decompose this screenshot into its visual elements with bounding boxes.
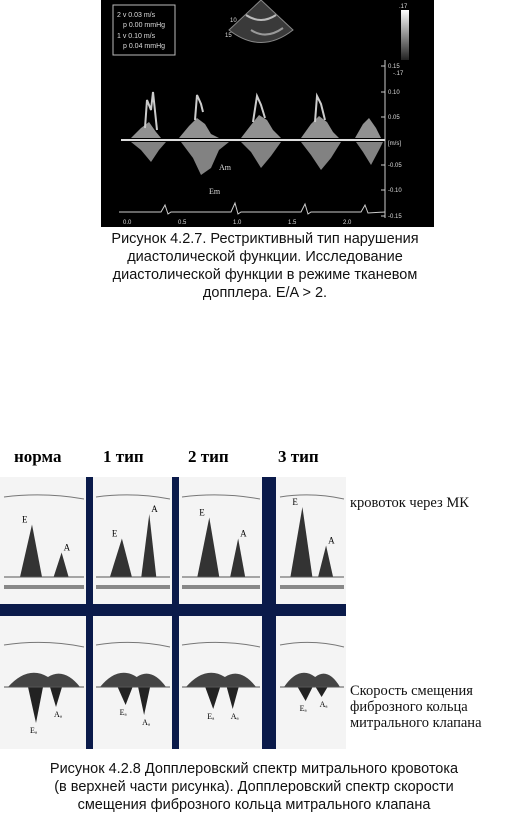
settings-row-3: 1 v 0.10 m/s <box>117 33 156 40</box>
scale-bottom-label: -.17 <box>393 71 404 77</box>
velocity-tick-label: 0.10 <box>388 90 400 96</box>
figure-4-2-8-caption <box>20 760 488 814</box>
wave-am-label: Am <box>219 163 231 172</box>
annulus-label-line: Скорость смещения <box>350 683 473 699</box>
aa-wave-label: Aₐ <box>319 700 328 709</box>
doppler-comparison-grid <box>0 477 346 749</box>
annulus-velocity-label <box>350 683 482 731</box>
velocity-tick-label: -0.15 <box>388 214 402 220</box>
settings-row-2: p 0.00 mmHg <box>123 22 166 29</box>
caption-line: смещения фиброзного кольца митрального клапана <box>77 797 431 813</box>
a-wave-label: A <box>328 535 335 546</box>
ecg-trace <box>119 203 385 214</box>
a-wave-label: A <box>63 542 71 553</box>
tissue-doppler-image <box>101 0 434 227</box>
e-wave-label: E <box>111 528 118 539</box>
figure-4-2-7-caption <box>60 230 470 302</box>
aa-wave-label: Aₐ <box>54 710 62 719</box>
depth-label-10: 10 <box>230 18 237 24</box>
caption-line: диастолической функции в режиме тканевом <box>112 267 418 283</box>
mitral-flow-label: кровоток через МК <box>350 495 469 511</box>
settings-row-1: 2 v 0.03 m/s <box>117 12 156 19</box>
caption-line: Рисунок 4.2.7. Рестриктивный тип нарушения <box>111 231 419 247</box>
time-tick-label: 2.0 <box>343 220 352 226</box>
caption-line: (в верхней части рисунка). Допплеровский спектр скорости <box>54 779 454 795</box>
ea-wave-label: Eₐ <box>30 726 38 735</box>
ea-wave-label: Eₐ <box>119 708 127 717</box>
time-tick-label: 1.5 <box>288 220 297 226</box>
velocity-tick-label: 0.05 <box>388 115 400 121</box>
time-ticks <box>123 220 352 226</box>
ea-wave-label: Eₐ <box>299 704 307 713</box>
a-wave-label: A <box>151 504 158 514</box>
depth-label-15: 15 <box>225 33 232 39</box>
column-header-type-3: 3 тип <box>278 447 319 466</box>
e-wave-label: E <box>292 497 298 507</box>
velocity-tick-label: 0.15 <box>388 64 400 70</box>
velocity-tick-label: -0.05 <box>388 163 402 169</box>
scale-top-label: .17 <box>399 4 408 10</box>
e-wave-label: E <box>199 507 205 518</box>
gray-scale-bar <box>401 10 409 60</box>
annulus-label-line: фиброзного кольца <box>350 699 468 715</box>
systolic-spectrum <box>131 115 381 138</box>
caption-line: диастолической функции. Исследование <box>127 249 403 265</box>
caption-line: допплера. E/A > 2. <box>202 285 328 301</box>
column-header-type-1: 1 тип <box>103 447 144 466</box>
aa-wave-label: Aₐ <box>230 712 239 721</box>
column-header-norm: норма <box>14 447 62 466</box>
a-wave-label: A <box>240 528 247 539</box>
ea-wave-label: Eₐ <box>207 712 215 721</box>
sector-scan <box>229 0 293 43</box>
divider-horizontal <box>0 604 346 616</box>
aa-wave-label: Aₐ <box>142 718 151 727</box>
e-wave-label: E <box>22 514 28 525</box>
tissue-doppler-svg <box>101 0 434 227</box>
settings-row-4: p 0.04 mmHg <box>123 43 166 50</box>
velocity-unit: [m/s] <box>388 141 401 147</box>
velocity-tick-label: -0.10 <box>388 188 402 194</box>
comparison-svg <box>0 477 346 749</box>
column-header-type-2: 2 тип <box>188 447 229 466</box>
wave-em-label: Em <box>209 187 221 196</box>
annulus-label-line: митрального клапана <box>350 715 482 731</box>
time-tick-label: 0.5 <box>178 220 187 226</box>
caption-line: Рисунок 4.2.8 Допплеровский спектр митрального кровотока <box>49 761 459 777</box>
time-tick-label: 0.0 <box>123 220 132 226</box>
diastolic-spectrum <box>131 142 383 175</box>
time-tick-label: 1.0 <box>233 220 242 226</box>
